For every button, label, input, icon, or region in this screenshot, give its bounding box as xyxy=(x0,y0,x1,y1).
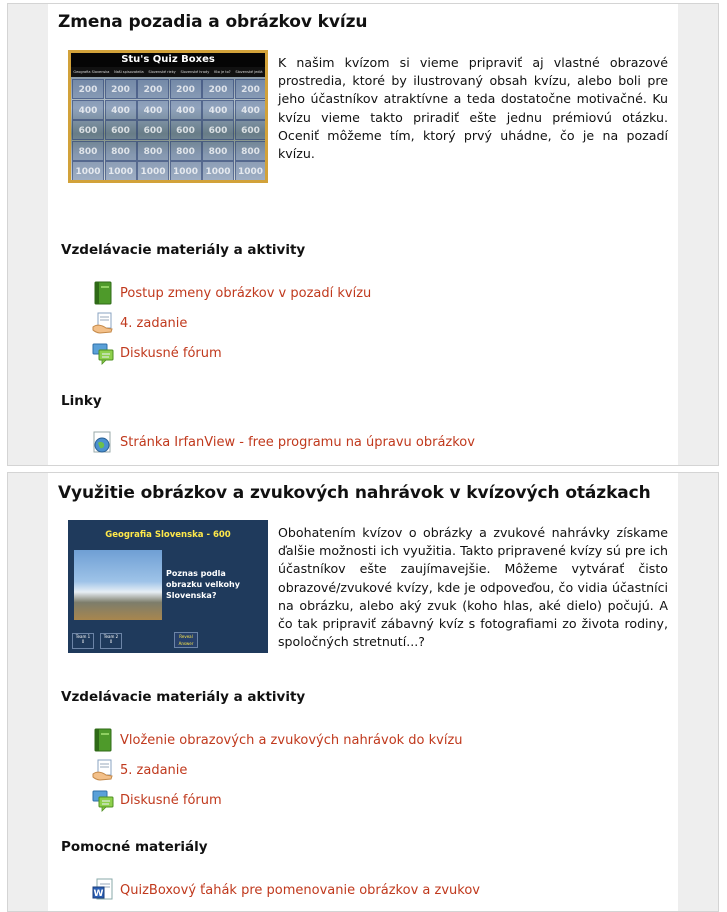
board-value-cell: 200 xyxy=(72,79,104,99)
board-value-cell: 1000 xyxy=(105,161,137,181)
activity-link[interactable]: Stránka IrfanView - free programu na úpravu obrázkov xyxy=(120,434,475,450)
activity-item[interactable] xyxy=(92,429,475,455)
board-value-cell: 800 xyxy=(170,141,202,161)
board-value-cell: 1000 xyxy=(202,161,234,181)
topic-content-1 xyxy=(48,4,678,465)
activity-item[interactable] xyxy=(92,877,480,903)
board-value-cell: 400 xyxy=(72,100,104,120)
board-value-cell: 800 xyxy=(137,141,169,161)
quiz-board-thumbnail xyxy=(68,50,268,183)
board-value-cell: 1000 xyxy=(235,161,267,181)
activity-link[interactable]: QuizBoxový ťahák pre pomenovanie obrázkov a zvukov xyxy=(120,882,480,898)
board-value-cell: 400 xyxy=(235,100,267,120)
word-document-icon xyxy=(92,878,114,902)
board-value-cell: 400 xyxy=(137,100,169,120)
board-value-cell: 600 xyxy=(235,120,267,140)
activity-item[interactable] xyxy=(92,727,463,753)
reveal-answer-button: Reveal Answer xyxy=(174,632,198,648)
activity-item[interactable] xyxy=(92,310,187,336)
topic-section-2 xyxy=(7,472,719,912)
forum-icon xyxy=(92,341,114,365)
board-title: Stu's Quiz Boxes xyxy=(71,53,265,67)
section-title: Zmena pozadia a obrázkov kvízu xyxy=(58,12,368,32)
board-categories xyxy=(71,67,265,77)
board-value-cell: 600 xyxy=(202,120,234,140)
board-value-cell: 400 xyxy=(170,100,202,120)
activity-link[interactable]: Vloženie obrazových a zvukových nahrávok do kvízu xyxy=(120,732,463,748)
activity-link[interactable]: 5. zadanie xyxy=(120,762,188,778)
topic-content-2 xyxy=(48,473,678,911)
board-value-cell: 600 xyxy=(137,120,169,140)
book-icon xyxy=(92,728,114,752)
board-value-cell: 200 xyxy=(202,79,234,99)
activity-link[interactable]: Postup zmeny obrázkov v pozadí kvízu xyxy=(120,285,372,301)
board-value-cell: 800 xyxy=(105,141,137,161)
activity-link[interactable]: 4. zadanie xyxy=(120,315,188,331)
activity-item[interactable] xyxy=(92,757,187,783)
activity-link[interactable]: Diskusné fórum xyxy=(120,345,222,361)
board-value-cell: 800 xyxy=(72,141,104,161)
assignment-hand-icon xyxy=(92,311,114,335)
board-value-cell: 200 xyxy=(170,79,202,99)
board-value-cell: 600 xyxy=(105,120,137,140)
board-value-cell: 400 xyxy=(202,100,234,120)
team-score: Team 1 0 xyxy=(72,633,94,649)
web-link-icon xyxy=(92,430,114,454)
activity-item[interactable] xyxy=(92,787,222,813)
board-category: Naši spisovatelia xyxy=(114,70,144,74)
board-value-cell: 400 xyxy=(105,100,137,120)
group-heading: Vzdelávacie materiály a aktivity xyxy=(61,242,306,258)
board-value-cell: 800 xyxy=(202,141,234,161)
board-value-cell: 800 xyxy=(235,141,267,161)
activity-item[interactable] xyxy=(92,280,371,306)
board-value-cell: 1000 xyxy=(137,161,169,181)
quiz-question-thumbnail xyxy=(68,520,268,653)
activity-item[interactable] xyxy=(92,340,222,366)
assignment-hand-icon xyxy=(92,758,114,782)
board-category: Kto je to? xyxy=(214,70,231,74)
board-value-cell: 200 xyxy=(235,79,267,99)
board-value-cell: 600 xyxy=(72,120,104,140)
forum-icon xyxy=(92,788,114,812)
slide-title: Geografia Slovenska - 600 xyxy=(105,530,231,540)
slide-question: Poznas podla obrazku velkohy Slovenska? xyxy=(166,569,240,600)
board-value-cell: 1000 xyxy=(72,161,104,181)
board-category: Slovenské hrady xyxy=(180,70,210,74)
section-summary: Obohatením kvízov o obrázky a zvukové nahrávky získame ďalšie možnosti ich využitia. Takto pripravené kvízy sú pre ich účastníkov ešte zaujímavejšie. Môžeme vytvárať čisto obrazové/zvukové kvízy, kde je odpoveďou, čo vidia účastníci na obrázku, alebo aký zvuk (koho hlas, aké dielo) počujú. A čo tak pripraviť zábavný kvíz s fotografiami zo života rodiny, spoločných stretnutí...? xyxy=(278,525,668,650)
section-title: Využitie obrázkov a zvukových nahrávok v kvízových otázkach xyxy=(58,483,651,503)
team-scores xyxy=(72,633,122,649)
activity-link[interactable]: Diskusné fórum xyxy=(120,792,222,808)
board-value-cell: 600 xyxy=(170,120,202,140)
mountain-photo xyxy=(74,550,162,620)
book-icon xyxy=(92,281,114,305)
board-value-cell: 200 xyxy=(137,79,169,99)
section-summary: K našim kvízom si vieme pripraviť aj vlastné obrazové prostredia, ktoré by ilustrovaný obsah kvízu, alebo boli pre jeho účastníkov atraktívne a teda dostatočne motivačné. Ku kvízu vieme takto priradiť ešte jednu prémiovú otázku. Oceniť môžeme tím, ktorý prvý uhádne, čo je na pozadí kvízu. xyxy=(278,55,668,162)
group-heading: Vzdelávacie materiály a aktivity xyxy=(61,689,306,705)
group-heading: Linky xyxy=(61,393,102,409)
board-category: Slovenské rieky xyxy=(148,70,176,74)
team-score: Team 2 0 xyxy=(100,633,122,649)
board-value-cell: 1000 xyxy=(170,161,202,181)
board-value-cell: 200 xyxy=(105,79,137,99)
board-category: Geografia Slovenska xyxy=(73,70,110,74)
group-heading: Pomocné materiály xyxy=(61,839,208,855)
board-category: Slovenské jedlá xyxy=(235,70,263,74)
topic-section-1 xyxy=(7,3,719,466)
